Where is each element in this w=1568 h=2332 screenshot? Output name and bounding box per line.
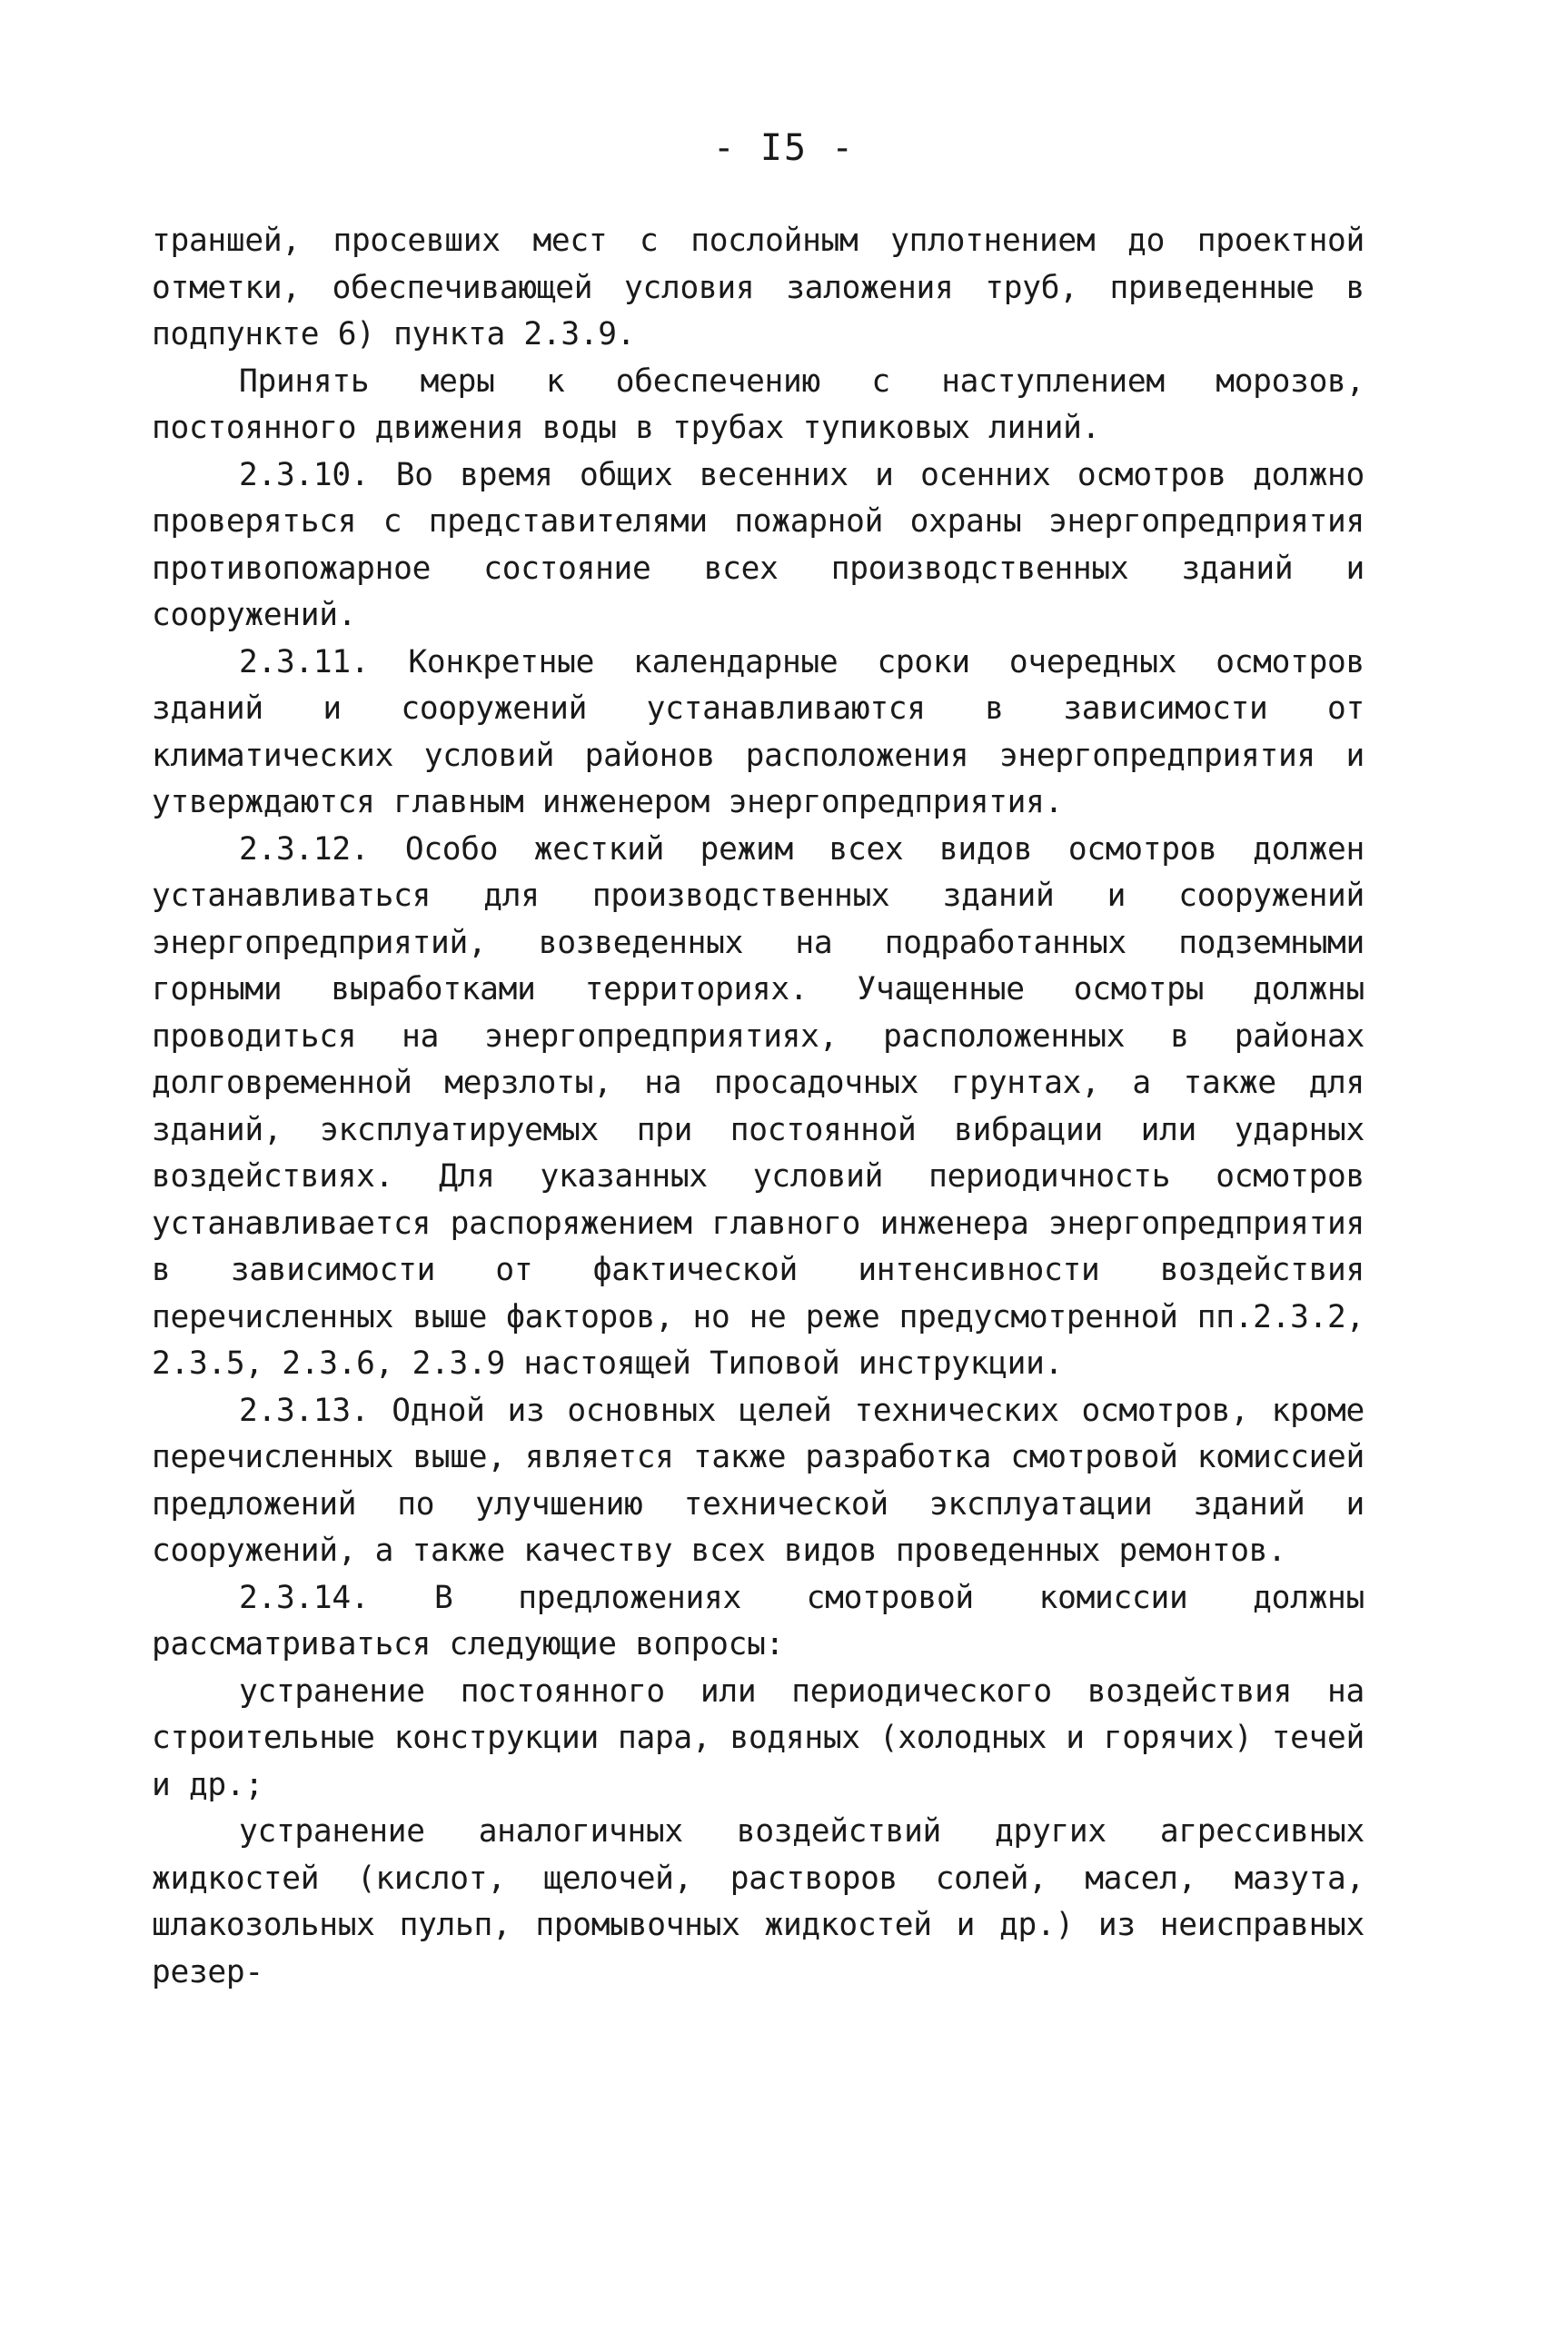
paragraph-2-3-10: 2.3.10. Во время общих весенних и осенних осмотров должно проверяться с представителями пожарной охраны энергопредприятия противопожарное состояние всех производственных зданий и сооружений. [152, 456, 1365, 633]
paragraph-2-3-14: 2.3.14. В предложениях смотровой комиссии должны рассматриваться следующие вопросы: [152, 1579, 1365, 1662]
document-body [152, 218, 1365, 1996]
paragraph-2-3-12: 2.3.12. Особо жесткий режим всех видов осмотров должен устанавливаться для производственных зданий и сооружений энергопредприятий, возведенных на подработанных подземными горными выработками территориях. Учащенные осмотры должны проводиться на энергопредприятиях, расположенных в районах долговременной мерзлоты, на просадочных грунтах, а также для зданий, эксплуатируемых при постоянной вибрации или ударных воздействиях. Для указанных условий периодичность осмотров устанавливается распоряжением главного инженера энергопредприятия в зависимости от фактической интенсивности воздействия перечисленных выше факторов, но не реже предусмотренной пп.2.3.2, 2.3.5, 2.3.6, 2.3.9 настоящей Типовой инструкции. [152, 830, 1365, 1382]
list-item: устранение аналогичных воздействий других агрессивных жидкостей (кислот, щелочей, растворов солей, масел, мазута, шлакозольных пульп, промывочных жидкостей и др.) из неисправных резер- [152, 1813, 1365, 1990]
paragraph-2-3-11: 2.3.11. Конкретные календарные сроки очередных осмотров зданий и сооружений устанавливаются в зависимости от климатических условий районов расположения энергопредприятия и утверждаются главным инженером энергопредприятия. [152, 643, 1365, 820]
paragraph-2-3-13: 2.3.13. Одной из основных целей технических осмотров, кроме перечисленных выше, является также разработка смотровой комиссией предложений по улучшению технической эксплуатации зданий и сооружений, а также качеству всех видов проведенных ремонтов. [152, 1392, 1365, 1569]
list-item: устранение постоянного или периодического воздействия на строительные конструкции пара, водяных (холодных и горячих) течей и др.; [152, 1672, 1365, 1803]
page-number: - I5 - [712, 127, 856, 169]
paragraph: траншей, просевших мест с послойным уплотнением до проектной отметки, обеспечивающей условия заложения труб, приведенные в подпункте 6) пункта 2.3.9. [152, 223, 1365, 352]
paragraph: Принять меры к обеспечению с наступлением морозов, постоянного движения воды в трубах тупиковых линий. [152, 362, 1365, 446]
